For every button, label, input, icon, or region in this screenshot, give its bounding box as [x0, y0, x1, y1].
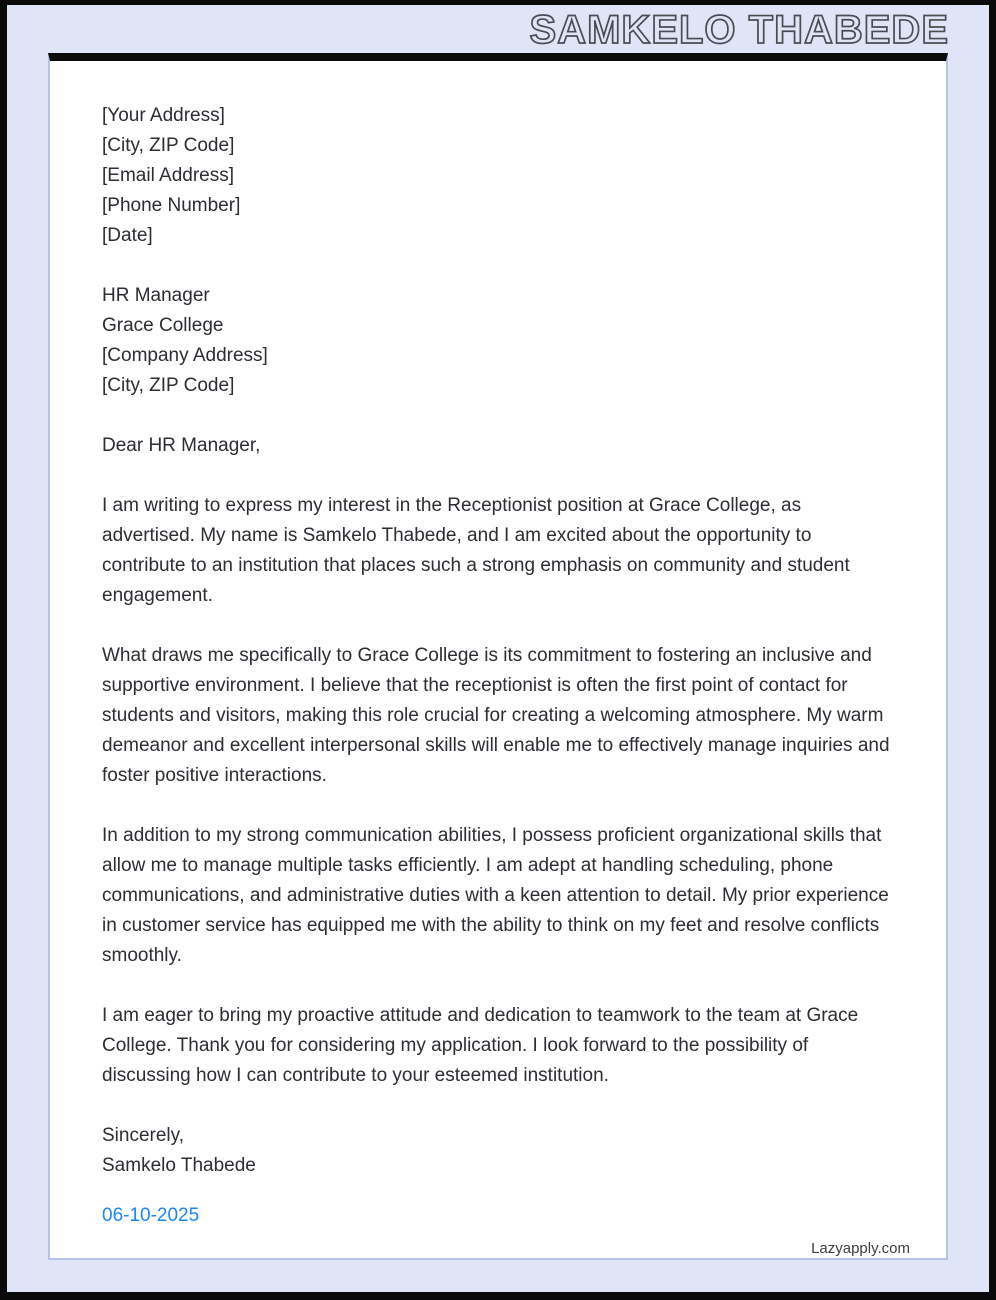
signature-name: Samkelo Thabede — [102, 1155, 256, 1176]
letter-document — [48, 53, 948, 1260]
letter-paragraph-3: In addition to my strong communication abilities, I possess proficient organizational skills that allow me to manage multiple tasks efficiently. I am adept at handling scheduling, phone communications, and administrative duties with a keen attention to detail. My prior experience in customer service has equipped me with the ability to think on my feet and resolve conflicts smoothly. — [102, 825, 889, 966]
sender-phone-line: [Phone Number] — [102, 195, 241, 216]
letter-paragraph-4: I am eager to bring my proactive attitude and dedication to teamwork to the team at Grace College. Thank you for considering my application. I look forward to the possibility of discussing how I can contribute to your esteemed institution. — [102, 1005, 859, 1086]
sender-date-line: [Date] — [102, 225, 153, 246]
recipient-title-line: HR Manager — [102, 285, 210, 306]
sender-address-line: [Your Address] — [102, 105, 225, 126]
sender-address-block — [102, 101, 890, 251]
sender-email-line: [Email Address] — [102, 165, 234, 186]
letter-paragraph-2: What draws me specifically to Grace College is its commitment to fostering an inclusive and supportive environment. I believe that the receptionist is often the first point of contact for students and visitors, making this role crucial for creating a welcoming atmosphere. My warm demeanor and excellent interpersonal skills will enable me to effectively manage inquiries and foster positive interactions. — [102, 645, 890, 786]
date-link[interactable]: 06-10-2025 — [102, 1205, 200, 1226]
recipient-address-block — [102, 281, 890, 401]
recipient-address-line: [Company Address] — [102, 345, 268, 366]
recipient-city-line: [City, ZIP Code] — [102, 375, 235, 396]
letter-paragraph-1: I am writing to express my interest in the Receptionist position at Grace College, as advertised. My name is Samkelo Thabede, and I am excited about the opportunity to contribute to an institution that places such a strong emphasis on community and student engagement. — [102, 495, 850, 606]
recipient-company-line: Grace College — [102, 315, 224, 336]
page-background — [7, 5, 989, 1292]
closing-text: Sincerely, — [102, 1125, 185, 1146]
page-title: SAMKELO THABEDE — [529, 8, 949, 52]
salutation: Dear HR Manager, — [102, 435, 261, 456]
watermark-brand: Lazyapply.com — [811, 1240, 910, 1257]
closing-block — [102, 1121, 890, 1181]
letterhead — [7, 7, 989, 53]
sender-city-line: [City, ZIP Code] — [102, 135, 235, 156]
